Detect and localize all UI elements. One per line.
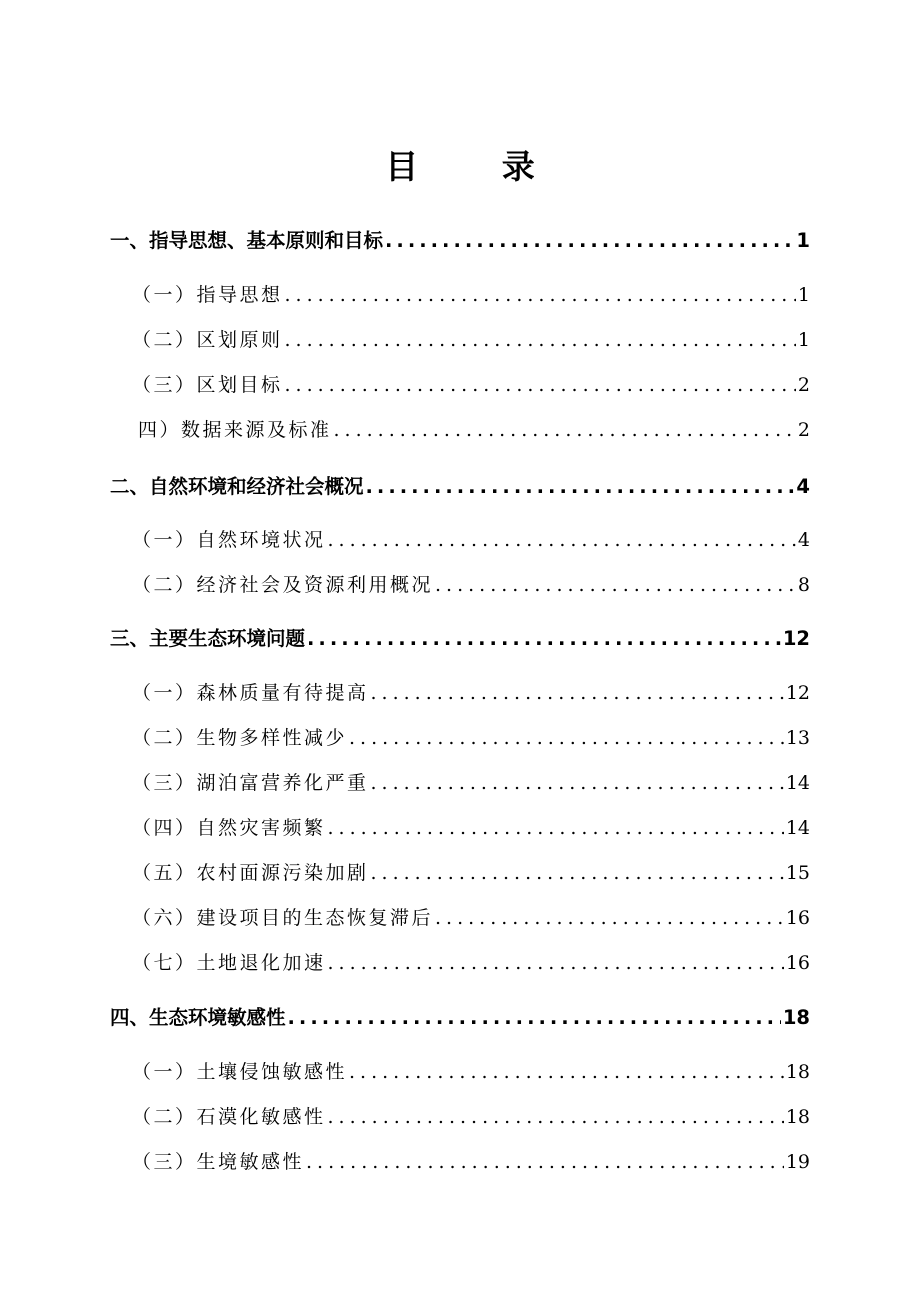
- toc-title: 目 录: [385, 147, 571, 186]
- toc-entry-label: 三、主要生态环境问题: [110, 627, 306, 650]
- dot-leader: [306, 1147, 784, 1177]
- toc-entry-1-1[interactable]: [132, 280, 810, 310]
- toc-page-number: 1: [797, 284, 810, 306]
- toc-entry-1-2[interactable]: [132, 325, 810, 355]
- toc-page-number: 1: [797, 329, 810, 351]
- dot-leader: [371, 858, 784, 888]
- toc-entry-label: （三）湖泊富营养化严重: [132, 772, 369, 794]
- dot-leader: [285, 370, 796, 400]
- toc-entry-3-1[interactable]: [132, 678, 810, 708]
- toc-entry-4-2[interactable]: [132, 1102, 810, 1132]
- toc-entry-4-3[interactable]: [132, 1147, 810, 1177]
- toc-page-number: 4: [796, 475, 810, 498]
- toc-entry-section-1[interactable]: [110, 226, 810, 256]
- toc-entry-label: （三）生境敏感性: [132, 1151, 305, 1173]
- toc-page-number: 14: [785, 817, 810, 839]
- toc-page-number: 12: [785, 682, 810, 704]
- dot-leader: [349, 1057, 784, 1087]
- toc-entry-label: 四、生态环境敏感性: [110, 1006, 286, 1029]
- dot-leader: [371, 768, 784, 798]
- toc-entry-3-6[interactable]: [132, 903, 810, 933]
- dot-leader: [435, 903, 784, 933]
- toc-page-number: 16: [785, 907, 810, 929]
- toc-entry-label: （六）建设项目的生态恢复滞后: [132, 907, 434, 929]
- toc-entry-label: （三）区划目标: [132, 374, 283, 396]
- toc-page-number: 2: [797, 419, 810, 441]
- toc-page-number: 1: [796, 229, 810, 252]
- toc-entry-label: 四）数据来源及标准: [138, 419, 332, 441]
- toc-page-number: 15: [785, 862, 810, 884]
- toc-page-number: 13: [785, 727, 810, 749]
- dot-leader: [385, 226, 794, 256]
- toc-entry-3-2[interactable]: [132, 723, 810, 753]
- dot-leader: [328, 1102, 784, 1132]
- toc-entry-label: （二）石漠化敏感性: [132, 1106, 326, 1128]
- dot-leader: [371, 678, 784, 708]
- toc-entry-3-3[interactable]: [132, 768, 810, 798]
- toc-entry-4-1[interactable]: [132, 1057, 810, 1087]
- toc-entry-label: 一、指导思想、基本原则和目标: [110, 229, 384, 252]
- toc-page-number: 12: [782, 627, 810, 650]
- toc-page-number: 2: [797, 374, 810, 396]
- toc-entry-label: （二）生物多样性减少: [132, 727, 348, 749]
- toc-page-number: 16: [785, 952, 810, 974]
- dot-leader: [328, 813, 784, 843]
- dot-leader: [349, 723, 784, 753]
- toc-entry-label: （一）指导思想: [132, 284, 283, 306]
- dot-leader: [435, 570, 796, 600]
- dot-leader: [307, 624, 781, 654]
- toc-entry-label: （一）自然环境状况: [132, 529, 326, 551]
- toc-page-number: 18: [785, 1061, 810, 1083]
- dot-leader: [334, 415, 796, 445]
- toc-entry-3-5[interactable]: [132, 858, 810, 888]
- toc-entry-label: （二）经济社会及资源利用概况: [132, 574, 434, 596]
- toc-entry-2-1[interactable]: [132, 525, 810, 555]
- dot-leader: [328, 948, 784, 978]
- toc-page-number: 8: [797, 574, 810, 596]
- toc-entry-section-2[interactable]: [110, 472, 810, 502]
- dot-leader: [285, 280, 796, 310]
- toc-entry-label: （二）区划原则: [132, 329, 283, 351]
- toc-entry-label: （一）土壤侵蚀敏感性: [132, 1061, 348, 1083]
- toc-page-number: 18: [785, 1106, 810, 1128]
- toc-entry-section-3[interactable]: [110, 624, 810, 654]
- toc-entry-label: （一）森林质量有待提高: [132, 682, 369, 704]
- dot-leader: [288, 1003, 781, 1033]
- toc-page-number: 14: [785, 772, 810, 794]
- toc-entry-label: （五）农村面源污染加剧: [132, 862, 369, 884]
- toc-entry-2-2[interactable]: [132, 570, 810, 600]
- dot-leader: [328, 525, 796, 555]
- dot-leader: [366, 472, 795, 502]
- toc-entry-3-4[interactable]: [132, 813, 810, 843]
- dot-leader: [285, 325, 796, 355]
- toc-page-number: 18: [782, 1006, 810, 1029]
- toc-entry-3-7[interactable]: [132, 948, 810, 978]
- toc-entry-label: （七）土地退化加速: [132, 952, 326, 974]
- toc-entry-section-4[interactable]: [110, 1003, 810, 1033]
- toc-entry-1-4[interactable]: [138, 415, 810, 445]
- toc-entry-label: （四）自然灾害频繁: [132, 817, 326, 839]
- toc-entry-1-3[interactable]: [132, 370, 810, 400]
- toc-entry-label: 二、自然环境和经济社会概况: [110, 475, 364, 498]
- toc-page-number: 19: [785, 1151, 810, 1173]
- toc-page-number: 4: [797, 529, 810, 551]
